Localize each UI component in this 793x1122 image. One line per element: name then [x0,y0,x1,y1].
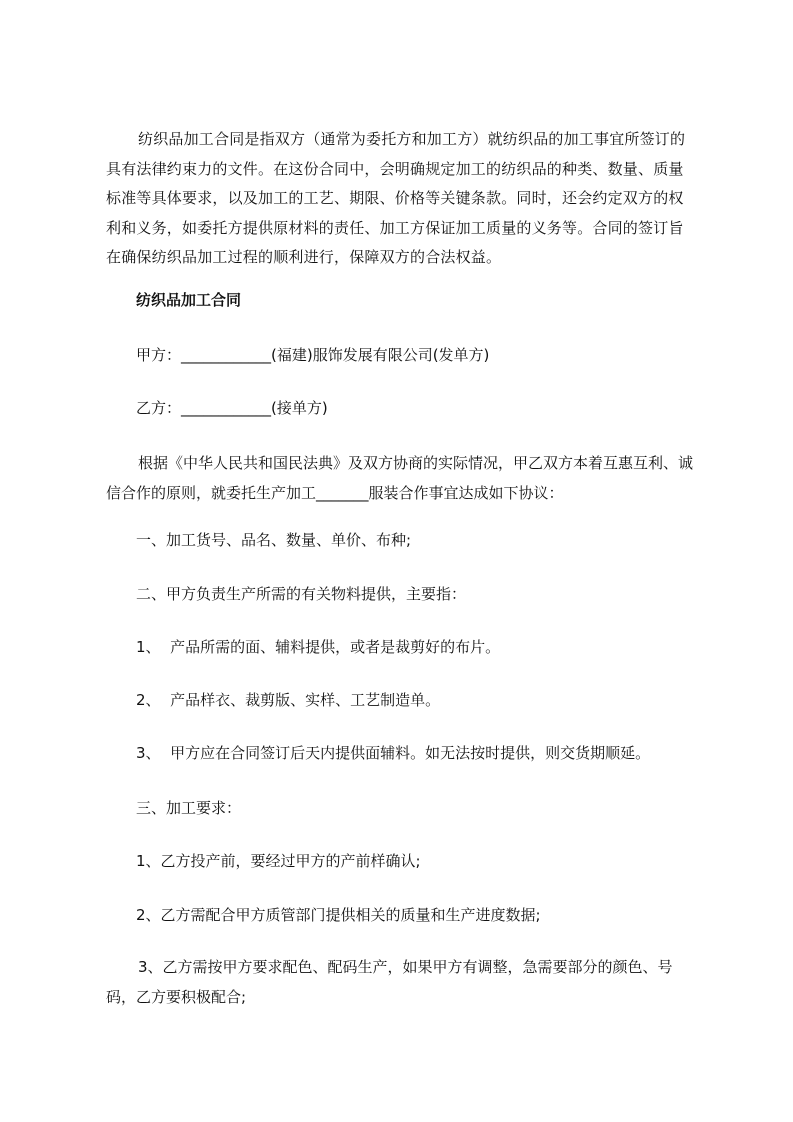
party-b-line: 乙方：____________(接单方) [136,399,328,417]
clause-2-item-1: 1、 产品所需的面、辅料提供，或者是裁剪好的布片。 [136,638,501,656]
clause-3-item-2: 2、乙方需配合甲方质管部门提供相关的质量和生产进度数据; [136,906,541,924]
contract-title: 纺织品加工合同 [136,291,242,309]
clause-3-item-3: 3、乙方需按甲方要求配色、配码生产，如果甲方有调整，急需要部分的颜色、号码，乙方要积极配合; [106,958,673,1006]
clause-2: 二、甲方负责生产所需的有关物料提供，主要指： [136,585,467,603]
party-a-line: 甲方：____________(福建)服饰发展有限公司(发单方) [136,346,490,364]
preamble-paragraph: 根据《中华人民共和国民法典》及双方协商的实际情况，甲乙双方本着互惠互利、诚信合作的原则，就委托生产加工_______服装合作事宜达成如下协议： [106,454,694,502]
clause-3-item-1: 1、乙方投产前，要经过甲方的产前样确认; [136,852,421,870]
intro-paragraph: 纺织品加工合同是指双方（通常为委托方和加工方）就纺织品的加工事宜所签订的具有法律约束力的文件。在这份合同中，会明确规定加工的纺织品的种类、数量、质量标准等具体要求，以及加工的工艺、期限、价格等关键条款。同时，还会约定双方的权利和义务，如委托方提供原材料的责任、加工方保证加工质量的义务等。合同的签订旨在确保纺织品加工过程的顺利进行，保障双方的合法权益。 [106,130,686,266]
clause-2-item-3: 3、 甲方应在合同签订后天内提供面辅料。如无法按时提供，则交货期顺延。 [136,744,651,762]
clause-2-item-2: 2、 产品样衣、裁剪版、实样、工艺制造单。 [136,691,441,709]
clause-1: 一、加工货号、品名、数量、单价、布种; [136,531,412,549]
clause-3: 三、加工要求： [136,799,242,817]
